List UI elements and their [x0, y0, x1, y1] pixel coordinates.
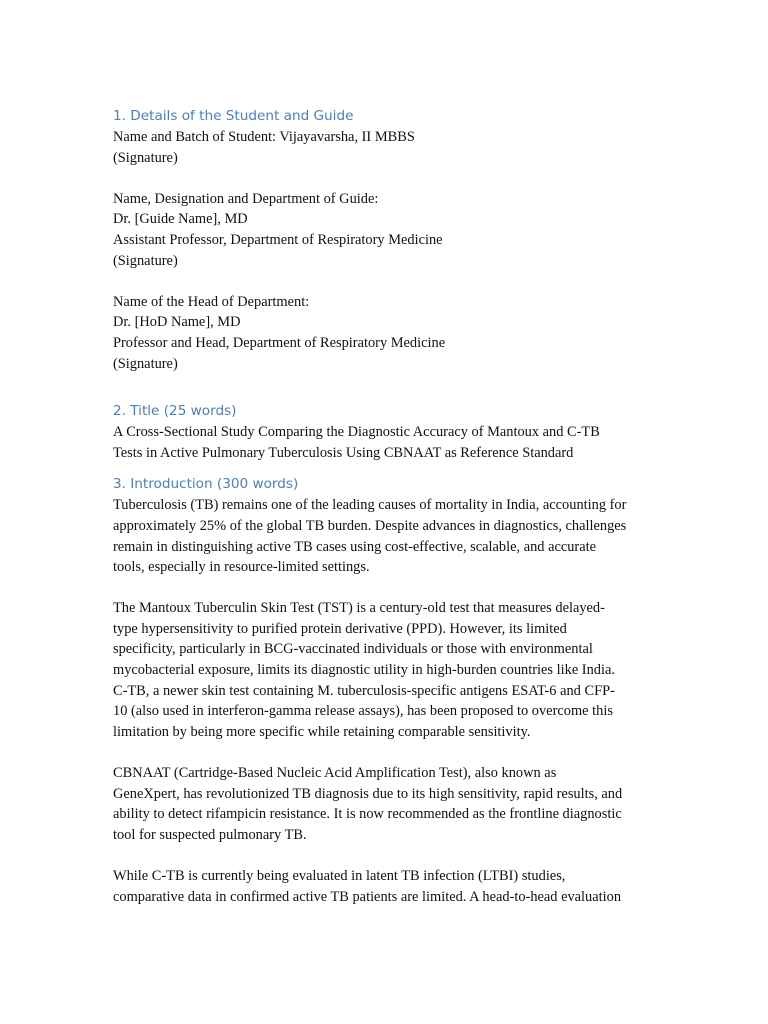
paragraph-line: type hypersensitivity to purified protein derivative (PPD). However, its limited [113, 620, 567, 637]
paragraph-line: tool for suspected pulmonary TB. [113, 826, 307, 843]
student-signature: (Signature) [113, 149, 178, 166]
hod-name-line: Dr. [HoD Name], MD [113, 314, 241, 331]
guide-signature: (Signature) [113, 252, 178, 269]
paragraph-line: specificity, particularly in BCG-vaccinated individuals or those with environmental [113, 641, 593, 658]
paragraph-line: comparative data in confirmed active TB patients are limited. A head-to-head evaluation [113, 888, 622, 905]
guide-designation-line: Assistant Professor, Department of Respiratory Medicine [113, 231, 443, 248]
paragraph-line: While C-TB is currently being evaluated in latent TB infection (LTBI) studies, [113, 868, 566, 884]
hod-designation-line: Professor and Head, Department of Respiratory Medicine [113, 334, 446, 351]
guide-name-line: Dr. [Guide Name], MD [113, 211, 248, 228]
study-title-line: A Cross-Sectional Study Comparing the Diagnostic Accuracy of Mantoux and C-TB [113, 424, 600, 441]
paragraph-line: GeneXpert, has revolutionized TB diagnosis due to its high sensitivity, rapid results, and [113, 785, 623, 802]
paragraph-line: limitation by being more specific while retaining comparable sensitivity. [113, 723, 531, 740]
paragraph-line: Tuberculosis (TB) remains one of the leading causes of mortality in India, accounting for [113, 497, 627, 514]
paragraph-line: tools, especially in resource-limited settings. [113, 559, 370, 576]
section-3-heading: 3. Introduction (300 words) [113, 476, 299, 493]
intro-paragraph-3 [113, 763, 658, 845]
paragraph-line: C-TB, a newer skin test containing M. tuberculosis-specific antigens ESAT-6 and CFP- [113, 682, 615, 699]
study-title-line: Tests in Active Pulmonary Tuberculosis Using CBNAAT as Reference Standard [113, 444, 574, 461]
paragraph-line: ability to detect rifampicin resistance. It is now recommended as the frontline diagnostic [113, 806, 622, 823]
intro-paragraph-4 [113, 866, 658, 907]
study-title [113, 422, 658, 463]
paragraph-line: CBNAAT (Cartridge-Based Nucleic Acid Amplification Test), also known as [113, 765, 557, 782]
student-details [113, 127, 658, 168]
hod-label-line: Name of the Head of Department: [113, 293, 310, 310]
hod-details [113, 292, 658, 374]
hod-signature: (Signature) [113, 355, 178, 372]
paragraph-line: remain in distinguishing active TB cases using cost-effective, scalable, and accurate [113, 538, 596, 555]
paragraph-line: 10 (also used in interferon-gamma release assays), has been proposed to overcome this [113, 703, 613, 720]
section-2-heading: 2. Title (25 words) [113, 403, 237, 420]
student-name-line: Name and Batch of Student: Vijayavarsha, II MBBS [113, 129, 415, 145]
guide-label-line: Name, Designation and Department of Guide: [113, 190, 379, 207]
paragraph-line: The Mantoux Tuberculin Skin Test (TST) is a century-old test that measures delayed- [113, 600, 605, 617]
intro-paragraph-1 [113, 495, 658, 577]
document-content [113, 105, 658, 907]
section-1-heading: 1. Details of the Student and Guide [113, 108, 354, 124]
guide-details [113, 189, 658, 271]
intro-paragraph-2 [113, 598, 658, 742]
paragraph-line: approximately 25% of the global TB burden. Despite advances in diagnostics, challenges [113, 517, 627, 534]
paragraph-line: mycobacterial exposure, limits its diagnostic utility in high-burden countries like India. [113, 662, 615, 679]
